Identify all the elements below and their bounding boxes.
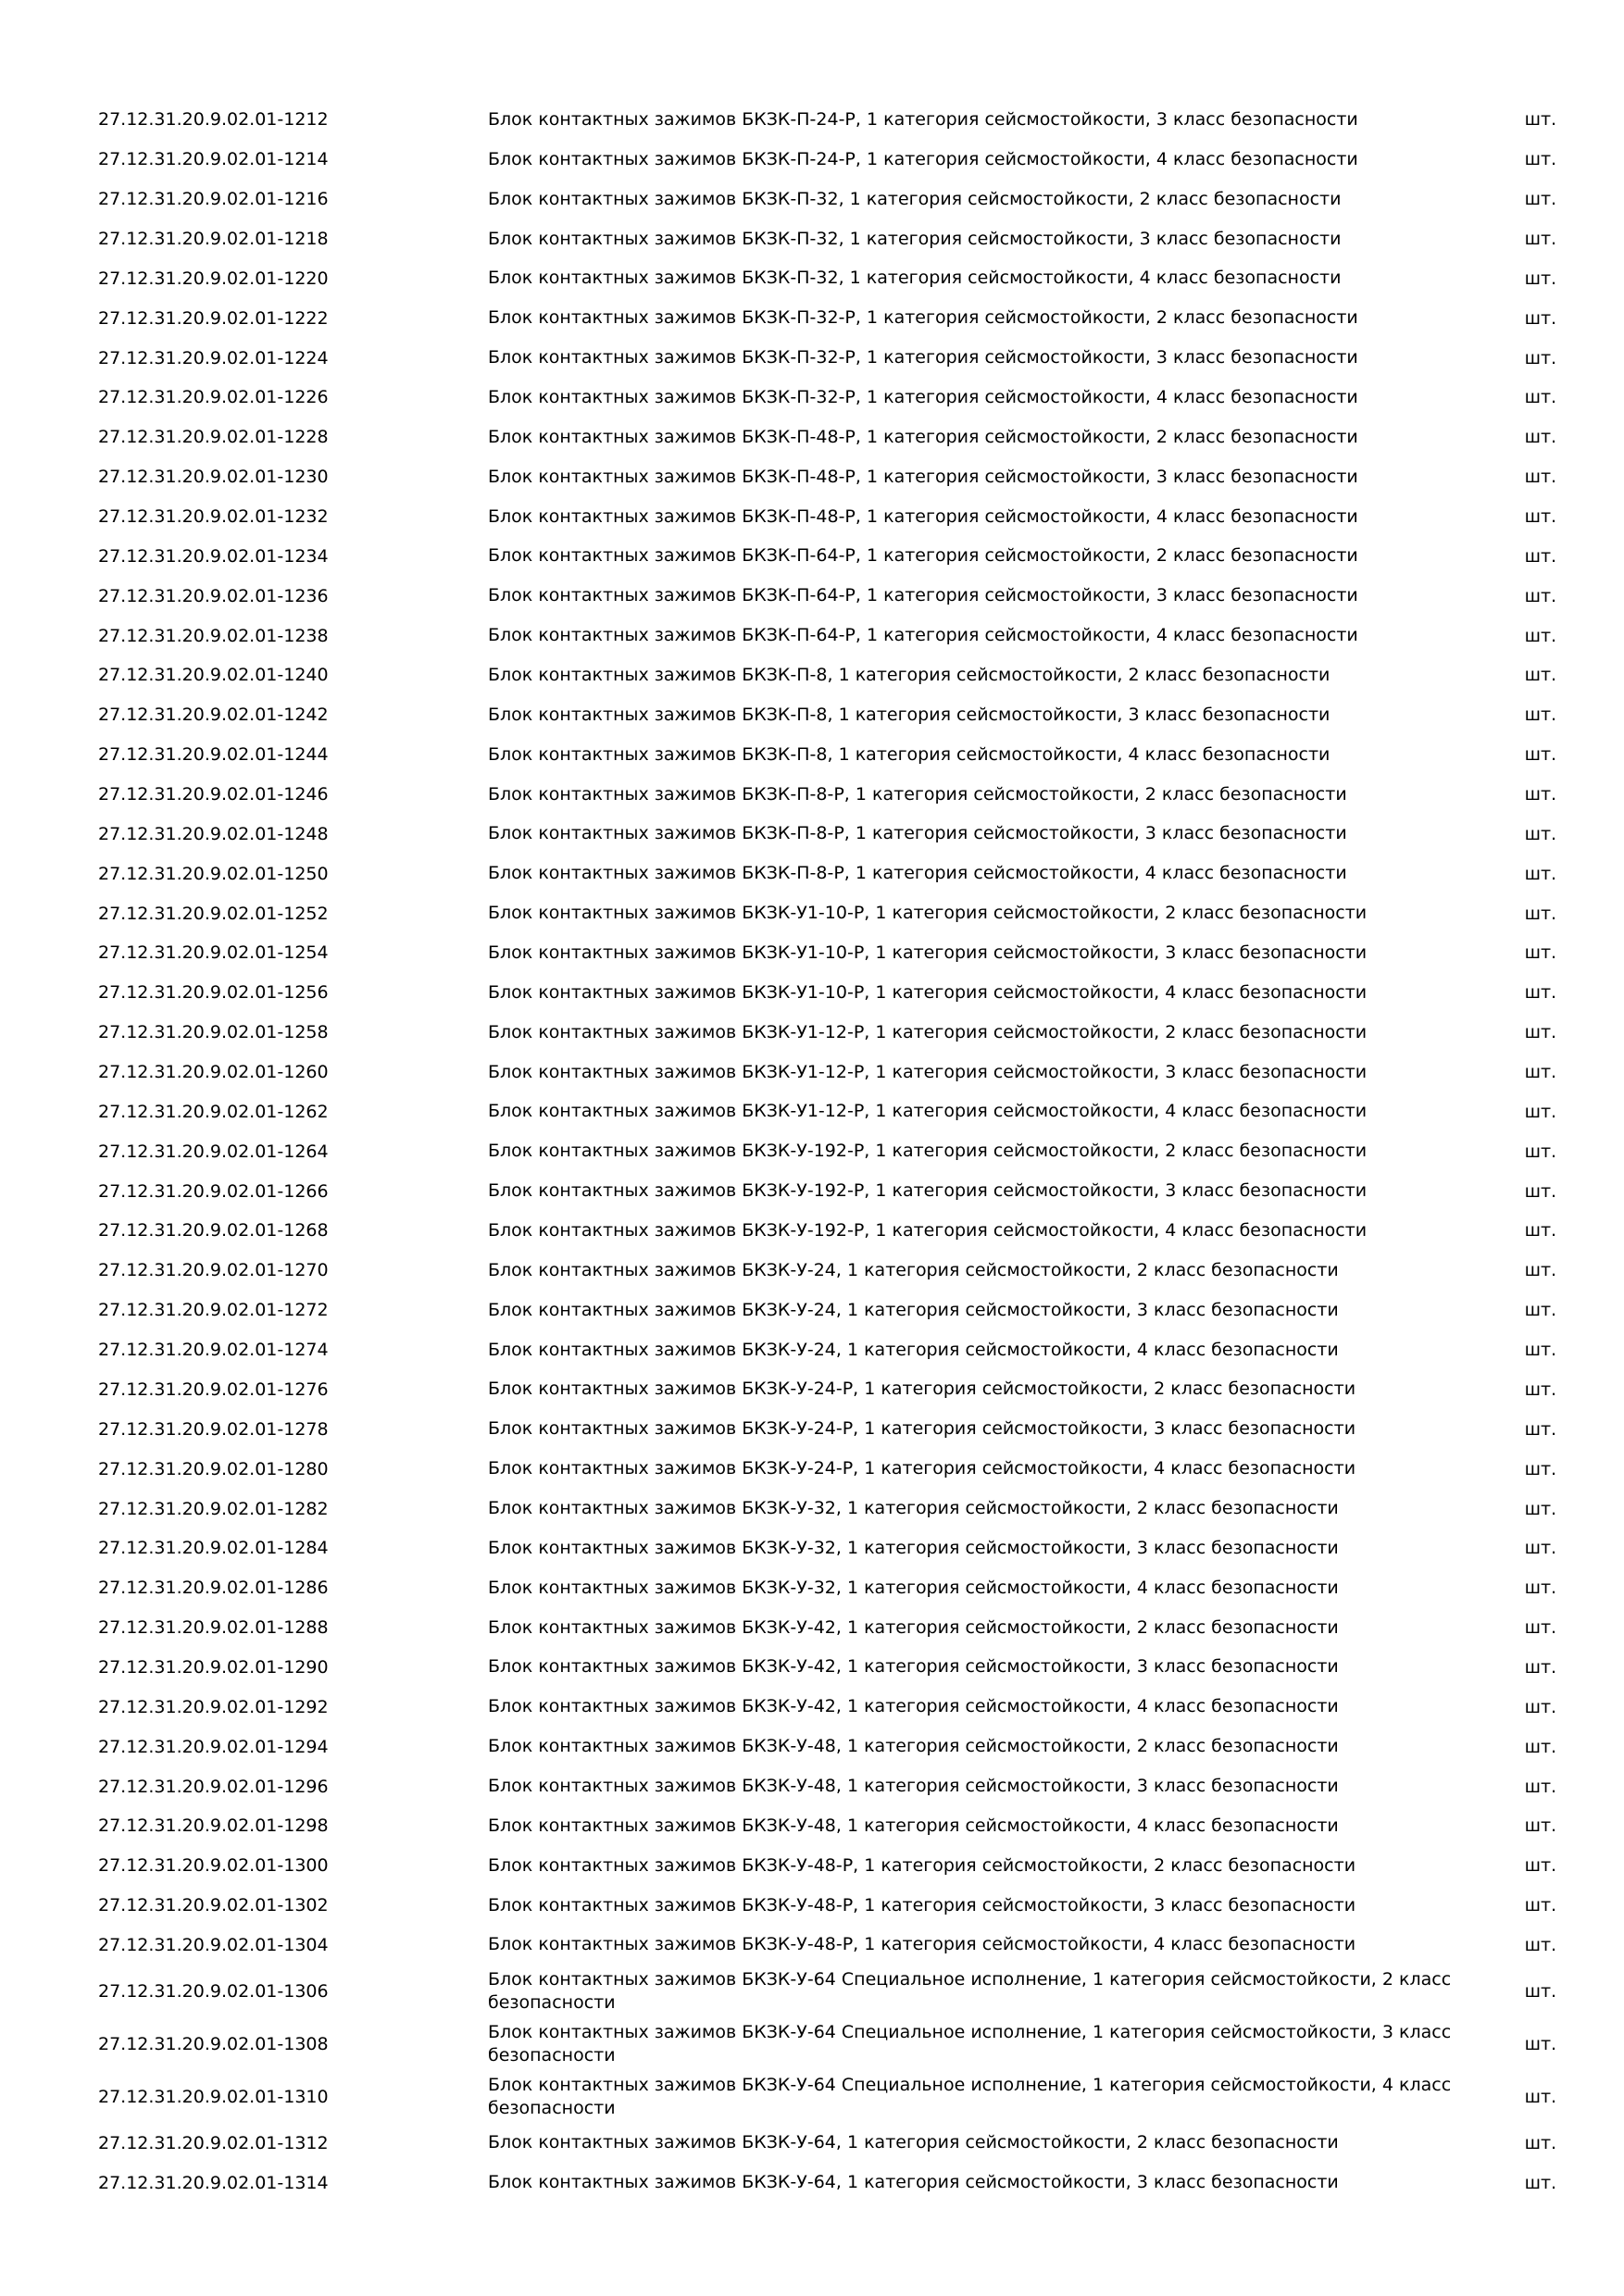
item-unit: шт. <box>1524 467 1557 488</box>
item-code: 27.12.31.20.9.02.01-1292 <box>98 1696 329 1717</box>
table-row <box>98 1013 1580 1053</box>
table-row <box>98 2123 1580 2163</box>
item-unit: шт. <box>1524 2086 1557 2107</box>
table-row <box>98 1330 1580 1370</box>
item-name: Блок контактных зажимов БКЗК-У1-10-Р, 1 категория сейсмостойкости, 3 класс безопасности <box>488 942 1368 963</box>
item-name: Блок контактных зажимов БКЗК-У-42, 1 категория сейсмостойкости, 3 класс безопасности <box>488 1656 1339 1678</box>
item-name: Блок контактных зажимов БКЗК-У-48, 1 категория сейсмостойкости, 3 класс безопасности <box>488 1776 1339 1797</box>
item-code: 27.12.31.20.9.02.01-1304 <box>98 1934 329 1955</box>
table-row <box>98 338 1580 378</box>
item-unit: шт. <box>1524 982 1557 1004</box>
item-name: Блок контактных зажимов БКЗК-У-32, 1 категория сейсмостойкости, 3 класс безопасности <box>488 1537 1339 1558</box>
table-row <box>98 1926 1580 1965</box>
item-name: Блок контактных зажимов БКЗК-У-24-Р, 1 категория сейсмостойкости, 4 класс безопасности <box>488 1458 1356 1479</box>
table-row <box>98 1092 1580 1131</box>
table-row <box>98 735 1580 775</box>
item-unit: шт. <box>1524 1260 1557 1281</box>
item-code: 27.12.31.20.9.02.01-1214 <box>98 149 329 170</box>
item-unit: шт. <box>1524 2033 1557 2054</box>
table-row <box>98 814 1580 854</box>
item-name: Блок контактных зажимов БКЗК-У-42, 1 категория сейсмостойкости, 4 класс безопасности <box>488 1696 1339 1717</box>
table-row <box>98 933 1580 973</box>
item-name: Блок контактных зажимов БКЗК-П-48-Р, 1 категория сейсмостойкости, 3 класс безопасности <box>488 466 1358 487</box>
table-row <box>98 1370 1580 1410</box>
item-unit: шт. <box>1524 268 1557 289</box>
item-code: 27.12.31.20.9.02.01-1252 <box>98 903 329 924</box>
item-unit: шт. <box>1524 387 1557 408</box>
item-code: 27.12.31.20.9.02.01-1296 <box>98 1776 329 1797</box>
item-code: 27.12.31.20.9.02.01-1298 <box>98 1816 329 1837</box>
table-row <box>98 1251 1580 1291</box>
item-name: Блок контактных зажимов БКЗК-П-32-Р, 1 категория сейсмостойкости, 3 класс безопасности <box>488 347 1358 368</box>
item-unit: шт. <box>1524 2172 1557 2193</box>
item-unit: шт. <box>1524 744 1557 766</box>
catalog-table <box>98 100 1580 2202</box>
item-unit: шт. <box>1524 149 1557 170</box>
item-unit: шт. <box>1524 1980 1557 2002</box>
item-code: 27.12.31.20.9.02.01-1226 <box>98 387 329 408</box>
table-row <box>98 298 1580 338</box>
item-name: Блок контактных зажимов БКЗК-П-24-Р, 1 категория сейсмостойкости, 3 класс безопасности <box>488 108 1358 130</box>
item-code: 27.12.31.20.9.02.01-1312 <box>98 2132 329 2153</box>
item-name: Блок контактных зажимов БКЗК-У1-12-Р, 1 категория сейсмостойкости, 2 класс безопасности <box>488 1021 1368 1042</box>
item-name: Блок контактных зажимов БКЗК-П-48-Р, 1 категория сейсмостойкости, 4 класс безопасности <box>488 505 1358 527</box>
table-row <box>98 1449 1580 1489</box>
item-unit: шт. <box>1524 1736 1557 1757</box>
item-code: 27.12.31.20.9.02.01-1234 <box>98 545 329 567</box>
item-unit: шт. <box>1524 863 1557 884</box>
item-code: 27.12.31.20.9.02.01-1310 <box>98 2086 329 2107</box>
item-name: Блок контактных зажимов БКЗК-П-24-Р, 1 категория сейсмостойкости, 4 класс безопасности <box>488 148 1358 169</box>
item-unit: шт. <box>1524 506 1557 528</box>
table-row <box>98 378 1580 418</box>
item-unit: шт. <box>1524 1617 1557 1639</box>
item-unit: шт. <box>1524 1180 1557 1202</box>
item-name: Блок контактных зажимов БКЗК-У-48-Р, 1 категория сейсмостойкости, 2 класс безопасности <box>488 1854 1356 1876</box>
item-code: 27.12.31.20.9.02.01-1272 <box>98 1300 329 1321</box>
item-code: 27.12.31.20.9.02.01-1240 <box>98 665 329 686</box>
table-row <box>98 497 1580 537</box>
item-unit: шт. <box>1524 585 1557 606</box>
item-name: Блок контактных зажимов БКЗК-П-8, 1 категория сейсмостойкости, 3 класс безопасности <box>488 704 1330 725</box>
item-name: Блок контактных зажимов БКЗК-П-32, 1 категория сейсмостойкости, 2 класс безопасности <box>488 188 1342 209</box>
table-row <box>98 536 1580 576</box>
item-code: 27.12.31.20.9.02.01-1314 <box>98 2172 329 2193</box>
table-row <box>98 1291 1580 1330</box>
item-code: 27.12.31.20.9.02.01-1302 <box>98 1895 329 1916</box>
item-unit: шт. <box>1524 1101 1557 1122</box>
item-code: 27.12.31.20.9.02.01-1218 <box>98 229 329 249</box>
item-code: 27.12.31.20.9.02.01-1290 <box>98 1656 329 1678</box>
item-name: Блок контактных зажимов БКЗК-П-8-Р, 1 категория сейсмостойкости, 4 класс безопасности <box>488 863 1347 884</box>
item-code: 27.12.31.20.9.02.01-1220 <box>98 268 329 289</box>
table-row <box>98 418 1580 457</box>
table-row <box>98 1806 1580 1846</box>
table-row <box>98 1965 1580 2017</box>
item-code: 27.12.31.20.9.02.01-1274 <box>98 1340 329 1361</box>
item-unit: шт. <box>1524 229 1557 249</box>
table-row <box>98 1489 1580 1529</box>
item-unit: шт. <box>1524 427 1557 448</box>
item-code: 27.12.31.20.9.02.01-1232 <box>98 506 329 528</box>
item-code: 27.12.31.20.9.02.01-1276 <box>98 1379 329 1400</box>
table-row <box>98 973 1580 1013</box>
item-code: 27.12.31.20.9.02.01-1264 <box>98 1141 329 1162</box>
table-row <box>98 1053 1580 1092</box>
item-unit: шт. <box>1524 1855 1557 1877</box>
item-name: Блок контактных зажимов БКЗК-У1-12-Р, 1 категория сейсмостойкости, 3 класс безопасности <box>488 1061 1368 1082</box>
item-code: 27.12.31.20.9.02.01-1278 <box>98 1418 329 1440</box>
item-unit: шт. <box>1524 109 1557 131</box>
item-code: 27.12.31.20.9.02.01-1246 <box>98 784 329 805</box>
table-row <box>98 2017 1580 2070</box>
item-name: Блок контактных зажимов БКЗК-У-32, 1 категория сейсмостойкости, 4 класс безопасности <box>488 1577 1339 1598</box>
item-name: Блок контактных зажимов БКЗК-У1-12-Р, 1 категория сейсмостойкости, 4 класс безопасности <box>488 1101 1368 1122</box>
item-unit: шт. <box>1524 1934 1557 1955</box>
item-name: Блок контактных зажимов БКЗК-У-64, 1 категория сейсмостойкости, 2 класс безопасности <box>488 2132 1339 2153</box>
table-row <box>98 219 1580 259</box>
item-name: Блок контактных зажимов БКЗК-П-64-Р, 1 категория сейсмостойкости, 4 класс безопасности <box>488 625 1358 646</box>
item-unit: шт. <box>1524 1696 1557 1717</box>
table-row <box>98 258 1580 298</box>
table-row <box>98 854 1580 893</box>
item-name: Блок контактных зажимов БКЗК-У-64 Специальное исполнение, 1 категория сейсмостойкости, 2 класс безопасности <box>488 1968 1452 2013</box>
item-code: 27.12.31.20.9.02.01-1250 <box>98 863 329 884</box>
item-code: 27.12.31.20.9.02.01-1282 <box>98 1498 329 1519</box>
item-unit: шт. <box>1524 347 1557 368</box>
item-unit: шт. <box>1524 1340 1557 1361</box>
item-code: 27.12.31.20.9.02.01-1212 <box>98 109 329 131</box>
item-name: Блок контактных зажимов БКЗК-У-32, 1 категория сейсмостойкости, 2 класс безопасности <box>488 1498 1339 1518</box>
item-name: Блок контактных зажимов БКЗК-У-24-Р, 1 категория сейсмостойкости, 2 класс безопасности <box>488 1379 1356 1400</box>
item-unit: шт. <box>1524 942 1557 964</box>
item-name: Блок контактных зажимов БКЗК-П-32-Р, 1 категория сейсмостойкости, 4 класс безопасности <box>488 386 1358 407</box>
item-unit: шт. <box>1524 784 1557 805</box>
item-unit: шт. <box>1524 1062 1557 1083</box>
item-unit: шт. <box>1524 1022 1557 1043</box>
table-row <box>98 655 1580 695</box>
item-name: Блок контактных зажимов БКЗК-У-24, 1 категория сейсмостойкости, 4 класс безопасности <box>488 1339 1339 1360</box>
item-unit: шт. <box>1524 1816 1557 1837</box>
item-code: 27.12.31.20.9.02.01-1236 <box>98 585 329 606</box>
table-row <box>98 1648 1580 1688</box>
item-code: 27.12.31.20.9.02.01-1262 <box>98 1101 329 1122</box>
item-unit: шт. <box>1524 1458 1557 1479</box>
table-row <box>98 576 1580 616</box>
item-unit: шт. <box>1524 1300 1557 1321</box>
item-unit: шт. <box>1524 1578 1557 1599</box>
table-row <box>98 775 1580 815</box>
item-code: 27.12.31.20.9.02.01-1288 <box>98 1617 329 1639</box>
item-name: Блок контактных зажимов БКЗК-У-64 Специальное исполнение, 1 категория сейсмостойкости, 3 класс безопасности <box>488 2021 1452 2065</box>
item-unit: шт. <box>1524 1538 1557 1559</box>
table-row <box>98 695 1580 735</box>
item-name: Блок контактных зажимов БКЗК-П-8-Р, 1 категория сейсмостойкости, 3 класс безопасности <box>488 823 1347 844</box>
table-row <box>98 893 1580 933</box>
table-row <box>98 457 1580 497</box>
item-name: Блок контактных зажимов БКЗК-П-8, 1 категория сейсмостойкости, 2 класс безопасности <box>488 664 1330 685</box>
item-unit: шт. <box>1524 1895 1557 1916</box>
item-code: 27.12.31.20.9.02.01-1280 <box>98 1458 329 1479</box>
table-row <box>98 100 1580 140</box>
item-code: 27.12.31.20.9.02.01-1300 <box>98 1855 329 1877</box>
item-code: 27.12.31.20.9.02.01-1306 <box>98 1980 329 2002</box>
item-code: 27.12.31.20.9.02.01-1244 <box>98 744 329 766</box>
item-unit: шт. <box>1524 665 1557 686</box>
table-row <box>98 1529 1580 1568</box>
item-unit: шт. <box>1524 2132 1557 2153</box>
item-unit: шт. <box>1524 307 1557 329</box>
item-unit: шт. <box>1524 1141 1557 1162</box>
item-unit: шт. <box>1524 189 1557 210</box>
item-unit: шт. <box>1524 1498 1557 1519</box>
item-code: 27.12.31.20.9.02.01-1224 <box>98 347 329 368</box>
item-code: 27.12.31.20.9.02.01-1254 <box>98 942 329 964</box>
table-row <box>98 1211 1580 1251</box>
item-code: 27.12.31.20.9.02.01-1216 <box>98 189 329 210</box>
item-name: Блок контактных зажимов БКЗК-П-32, 1 категория сейсмостойкости, 3 класс безопасности <box>488 228 1342 249</box>
item-code: 27.12.31.20.9.02.01-1228 <box>98 427 329 448</box>
item-name: Блок контактных зажимов БКЗК-У-48-Р, 1 категория сейсмостойкости, 4 класс безопасности <box>488 1934 1356 1955</box>
item-name: Блок контактных зажимов БКЗК-П-8, 1 категория сейсмостойкости, 4 класс безопасности <box>488 743 1330 765</box>
item-code: 27.12.31.20.9.02.01-1256 <box>98 982 329 1004</box>
table-row <box>98 2070 1580 2123</box>
item-code: 27.12.31.20.9.02.01-1242 <box>98 705 329 726</box>
item-name: Блок контактных зажимов БКЗК-П-8-Р, 1 категория сейсмостойкости, 2 класс безопасности <box>488 783 1347 805</box>
item-code: 27.12.31.20.9.02.01-1284 <box>98 1538 329 1559</box>
item-name: Блок контактных зажимов БКЗК-У-24-Р, 1 категория сейсмостойкости, 3 класс безопасности <box>488 1418 1356 1440</box>
table-row <box>98 1727 1580 1766</box>
table-row <box>98 1886 1580 1926</box>
item-name: Блок контактных зажимов БКЗК-У-64, 1 категория сейсмостойкости, 3 класс безопасности <box>488 2172 1339 2193</box>
item-name: Блок контактных зажимов БКЗК-У-48-Р, 1 категория сейсмостойкости, 3 класс безопасности <box>488 1894 1356 1915</box>
item-code: 27.12.31.20.9.02.01-1286 <box>98 1578 329 1599</box>
item-code: 27.12.31.20.9.02.01-1230 <box>98 467 329 488</box>
item-unit: шт. <box>1524 625 1557 646</box>
item-name: Блок контактных зажимов БКЗК-У-42, 1 категория сейсмостойкости, 2 класс безопасности <box>488 1616 1339 1638</box>
item-code: 27.12.31.20.9.02.01-1258 <box>98 1022 329 1043</box>
table-row <box>98 1846 1580 1886</box>
item-unit: шт. <box>1524 823 1557 844</box>
item-unit: шт. <box>1524 1418 1557 1440</box>
item-name: Блок контактных зажимов БКЗК-П-64-Р, 1 категория сейсмостойкости, 2 класс безопасности <box>488 545 1358 567</box>
item-code: 27.12.31.20.9.02.01-1270 <box>98 1260 329 1281</box>
item-name: Блок контактных зажимов БКЗК-У-24, 1 категория сейсмостойкости, 2 класс безопасности <box>488 1259 1339 1280</box>
table-row <box>98 180 1580 219</box>
item-unit: шт. <box>1524 1656 1557 1678</box>
table-row <box>98 1171 1580 1211</box>
table-row <box>98 2163 1580 2202</box>
item-code: 27.12.31.20.9.02.01-1222 <box>98 307 329 329</box>
item-code: 27.12.31.20.9.02.01-1268 <box>98 1220 329 1242</box>
item-code: 27.12.31.20.9.02.01-1294 <box>98 1736 329 1757</box>
item-name: Блок контактных зажимов БКЗК-У-192-Р, 1 категория сейсмостойкости, 2 класс безопасности <box>488 1141 1368 1162</box>
item-unit: шт. <box>1524 1379 1557 1400</box>
table-row <box>98 1568 1580 1608</box>
item-name: Блок контактных зажимов БКЗК-У-64 Специальное исполнение, 1 категория сейсмостойкости, 4 класс безопасности <box>488 2074 1452 2118</box>
table-row <box>98 140 1580 180</box>
item-code: 27.12.31.20.9.02.01-1308 <box>98 2033 329 2054</box>
item-unit: шт. <box>1524 1220 1557 1242</box>
item-unit: шт. <box>1524 545 1557 567</box>
table-row <box>98 1131 1580 1171</box>
table-row <box>98 1687 1580 1727</box>
table-row <box>98 1409 1580 1449</box>
table-row <box>98 1766 1580 1806</box>
item-name: Блок контактных зажимов БКЗК-У-192-Р, 1 категория сейсмостойкости, 3 класс безопасности <box>488 1180 1368 1202</box>
item-unit: шт. <box>1524 903 1557 924</box>
item-name: Блок контактных зажимов БКЗК-П-32-Р, 1 категория сейсмостойкости, 2 класс безопасности <box>488 307 1358 329</box>
item-name: Блок контактных зажимов БКЗК-П-32, 1 категория сейсмостойкости, 4 класс безопасности <box>488 268 1342 289</box>
item-name: Блок контактных зажимов БКЗК-У1-10-Р, 1 категория сейсмостойкости, 4 класс безопасности <box>488 981 1368 1003</box>
item-code: 27.12.31.20.9.02.01-1248 <box>98 823 329 844</box>
item-name: Блок контактных зажимов БКЗК-У1-10-Р, 1 категория сейсмостойкости, 2 класс безопасности <box>488 903 1368 924</box>
item-unit: шт. <box>1524 1776 1557 1797</box>
item-name: Блок контактных зажимов БКЗК-У-48, 1 категория сейсмостойкости, 4 класс безопасности <box>488 1815 1339 1836</box>
item-name: Блок контактных зажимов БКЗК-П-48-Р, 1 категория сейсмостойкости, 2 класс безопасности <box>488 426 1358 447</box>
item-name: Блок контактных зажимов БКЗК-У-192-Р, 1 категория сейсмостойкости, 4 класс безопасности <box>488 1219 1368 1241</box>
table-row <box>98 616 1580 655</box>
item-name: Блок контактных зажимов БКЗК-У-48, 1 категория сейсмостойкости, 2 класс безопасности <box>488 1736 1339 1757</box>
item-code: 27.12.31.20.9.02.01-1260 <box>98 1062 329 1083</box>
item-name: Блок контактных зажимов БКЗК-П-64-Р, 1 категория сейсмостойкости, 3 класс безопасности <box>488 585 1358 606</box>
table-row <box>98 1608 1580 1648</box>
item-code: 27.12.31.20.9.02.01-1266 <box>98 1180 329 1202</box>
item-name: Блок контактных зажимов БКЗК-У-24, 1 категория сейсмостойкости, 3 класс безопасности <box>488 1299 1339 1320</box>
item-unit: шт. <box>1524 705 1557 726</box>
item-code: 27.12.31.20.9.02.01-1238 <box>98 625 329 646</box>
